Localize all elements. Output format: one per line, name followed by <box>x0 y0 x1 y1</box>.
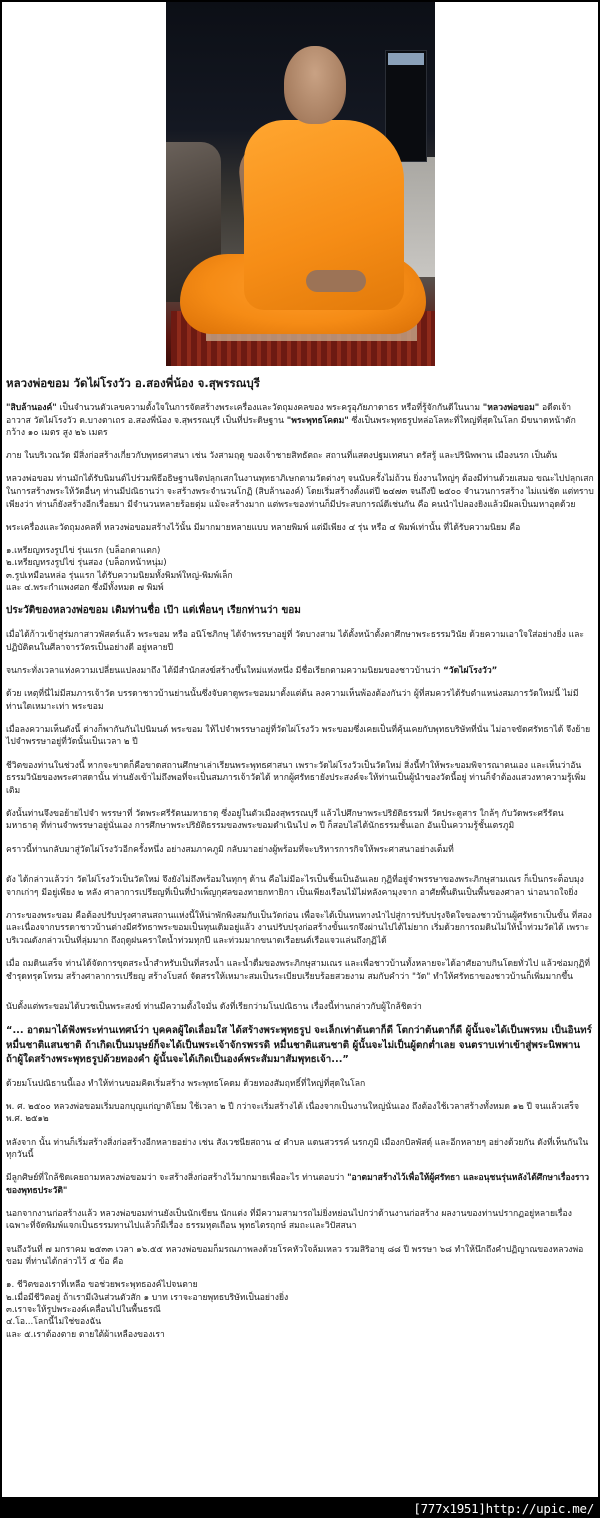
document-page <box>2 2 598 1497</box>
paragraph-construction: เมื่อ ถมดินเสร็จ ท่านได้จัดการขุดสระน้ำสำหรับเป็นที่สรงน้ำ และน้ำดื่มของพระภิกษุสามเณร และเพื่อชาวบ้านทั้งหลายจะได้อาศัยอาบกินโดยทั่วไป แล้วซ่อมกุฏิที่ชำรุดทรุดโทรม สร้างศาลาการเปรียญ สร้างโบสถ์ จัดสรรให้เหมาะสมเป็นระเบียบเรียบร้อยสวยงาม สมกับคำว่า "วัด" ทำให้ศรัทธาของชาวบ้านก็เพิ่มมากขึ้น <box>6 959 590 982</box>
paragraph-passing: จนถึงวันที่ ๗ มกราคม ๒๕๓๓ เวลา ๑๖.๕๕ หลวงพ่อขอมก็มรณภาพลงด้วยโรคหัวใจล้มเหลว รวมสิริอายุ ๘๘ ปี พรรษา ๖๘ ทำให้นึกถึงคำปฏิญาณของหลวงพ่อขอม ที่ท่านได้กล่าวไว้ ๕ ข้อ คือ <box>6 1244 584 1268</box>
list-item: และ ๔.พระกำแพงศอก ซึ่งมีทั้งหมด ๗ พิมพ์ <box>6 582 164 593</box>
highlight-ten-million: "สิบล้านองค์" <box>6 403 57 413</box>
paragraph-later-works: หลังจาก นั้น ท่านก็เริ่มสร้างสิ่งก่อสร้างอีกหลายอย่าง เช่น สังเวชนียสถาน ๔ ตำบล แดนสวรรค์ นรกภูมิ เมืองกบิลพัสดุ์ และอีกหลายๆ อย่างด้วยกัน ดังที่เห็นกันในทุกวันนี้ <box>6 1137 589 1161</box>
paragraph-study: ดังนั้นท่านจึงขอย้ายไปจำ พรรษาที่ วัดพระศรีรัตนมหาธาตุ ซึ่งอยู่ในตัวเมืองสุพรรณบุรี แล้วไปศึกษาพระปริยัติธรรมที่ วัดประตูสาร ใกล้ๆ กับวัดพระศรีรัตนมหาธาตุ ที่ท่านจำพรรษาอยู่นั่นเอง การศึกษาพระปริยัติธรรมของพระขอมดำเนินไป ๓ ปี ก็สอบไล่ได้นักธรรมชั้นเอก อันเป็นความรู้ชั้นเตรภูมิ <box>6 808 564 832</box>
paragraph-renovation: ภาระของพระขอม คือต้องปรับปรุงศาสนสถานแห่งนี้ให้น่าพักพิงสมกับเป็นวัดก่อน เพื่อจะได้เป็นหนทางนำไปสู่การปรับปรุงจิตใจของชาวบ้านผู้ศรัทธาเป็นขั้น ที่สอง และเนื่องจากบรรดาชาวบ้านต่างมีศรัทธาพระขอมเป็นทุนเดิมอยู่แล้ว งานปรับปรุงก่อสร้างขั้นแรกจึงผ่านไปได้ไม่ยาก เริ่มด้วยการถมดินไม่ให้น้ำท่วมวัดได้ เพราะบริเวณดังกล่าวเป็นที่ลุ่มมาก ถึงฤดูฝนคราใดน้ำท่วมทุกปี และท่วมมากขนาดเรือยนต์เรือแจวแล่นถึงกุฏิได้ <box>6 910 592 946</box>
paragraph-return: คราวนี้ท่านกลับมาสู่วัดไผ่โรงวัวอีกครั้งหนึ่ง อย่างสมภาคภูมิ กลับมาอย่างผู้พร้อมที่จะบริหารการกิจให้พระศาสนาอย่างเต็มที่ <box>6 844 454 855</box>
paragraph-intro: "สิบล้านองค์" เป็นจำนวนตัวเลขความตั้งใจในการจัดสร้างพระเครื่องและวัตถุมงคลของ พระครูอุภัยภาดาธร หรือที่รู้จักกันดีในนาม "หลวงพ่อขอม" อดีตเจ้าอาวาส วัดไผ่โรงวัว ต.บางตาเถร อ.สองพี่น้อง จ.สุพรรณบุรี เป็นที่ประดิษฐาน "พระพุทธโคดม" ซึ่งเป็นพระพุทธรูปหล่อโลหะที่ใหญ่ที่สุดในโลก มีขนาดหน้าตักกว้าง ๑๐ เมตร สูง ๒๖ เมตร <box>6 403 576 439</box>
image-host-watermark: [777x1951]http://upic.me/ <box>413 1501 594 1516</box>
paragraph-timeline: พ. ศ. ๒๕๐๐ หลวงพ่อขอมเริ่มบอกบุญแก่ญาติโยม ใช้เวลา ๒ ปี กว่าจะเริ่มสร้างได้ เนื่องจากเป็นงานใหญ่นั่นเอง ถึงต้องใช้เวลาสร้างทั้งหมด ๑๒ ปี จนแล้วเสร็จ พ.ศ. ๒๕๑๒ <box>6 1101 580 1125</box>
highlight-wat-phai-rong-wua: “วัดไผ่โรงวัว” <box>443 666 498 677</box>
highlight-purpose-quote: "อาตมาสร้างไว้เพื่อให้ผู้ศรัทธา และอนุชนรุ่นหลังได้ศึกษาเรื่องราวของพุทธประวัติ" <box>6 1173 590 1196</box>
paragraph-purpose: มีลูกศิษย์ที่ใกล้ชิดเคยถามหลวงพ่อขอมว่า จะสร้างสิ่งก่อสร้างไว้มากมายเพื่ออะไร ท่านตอบว่า "อาตมาสร้างไว้เพื่อให้ผู้ศรัทธา และอนุชนรุ่นหลังได้ศึกษาเรื่องราวของพุทธประวัติ" <box>6 1173 590 1196</box>
popular-amulets-list <box>6 545 594 595</box>
list-item: ๒.เมื่อมีชีวิตอยู่ ถ้าเรามีเงินส่วนตัวสัก ๑ บาท เราจะอายพุทธบริษัทเป็นอย่างยิ่ง <box>6 1292 289 1303</box>
list-item: ๓.รูปเหมือนหล่อ รุ่นแรก ได้รับความนิยมทั้งพิมพ์ใหญ่-พิมพ์เล็ก <box>6 570 233 581</box>
list-item: ๓.เราจะให้รูปพระองค์เคลื่อนไปในพื้นธรณี <box>6 1305 161 1316</box>
paragraph-consecration: หลวงพ่อขอม ท่านมักได้รับนิมนต์ไปร่วมพิธีอธิษฐานจิตปลุกเสกในงานพุทธาภิเษกตามวัดต่างๆ จนนับครั้งไม่ถ้วน ยิ่งงานใหญ่ๆ ต้องมีท่านด้วยเสมอ ขณะไปปลุกเสกในการสร้างพระให้วัดอื่นๆ ท่านมีปณิธานว่า จะสร้างพระจำนวนโกฏิ (สิบล้านองค์) โดยเริ่มสร้างตั้งแต่ปี ๒๔๗๓ จนถึงปี ๒๕๐๐ จำนวนการสร้าง ไม่แน่ชัด แต่ทราบเพียงว่า ท่านก็ยังสร้างอีกเรื่อยมา มีจำนวนหลายร้อยตุ่ม แม้จะสร้างมาก แต่พระของท่านก็มีประสบการณ์ดีเช่นกัน คือ คนนำไปลองยิงแล้วมีผลเป็นมหาอุดด้วย <box>6 474 594 510</box>
list-item: และ ๕.เราต้องตาย ตายใต้ผ้าเหลืองของเรา <box>6 1329 165 1340</box>
photo-head <box>284 46 346 124</box>
list-item: ๔.โอ...โลกนี้ไม่ใช่ของฉัน <box>6 1317 102 1328</box>
paragraph-resolution: นับตั้งแต่พระขอมได้บวชเป็นพระสงฆ์ ท่านมีความตั้งใจมั่น ดังที่เรียกว่ามโนปณิธาน เรื่องนี้ท่านกล่าวกับผู้ใกล้ชิดว่า <box>6 1002 422 1013</box>
quote-teaching: “... อาตมาได้ฟังพระท่านเทศน์ว่า บุคคลผู้ใดเลื่อมใส ได้สร้างพระพุทธรูป จะเล็กเท่าต้นตาก็ดี โตกว่าต้นตาก็ดี ผู้นั้นจะได้เป็นพรหม เป็นอินทร์ หมื่นชาติแสนชาติ ถ้าเกิดเป็นมนุษย์ก็จะได้เป็นพระเจ้าจักรพรรดิ หมื่นชาติแสนชาติ ผู้นั้นจะไม่เป็นผู้ตกต่ำเลย จนตราบเท่าเข้าสู่พระนิพพาน ถ้าผู้ใดสร้างพระพุทธรูปด้วยทองคำ ผู้นั้นจะได้เกิดเป็นองค์พระสัมมาสัมพุทธเจ้า...” <box>6 1025 592 1065</box>
paragraph-writings: นอกจากงานก่อสร้างแล้ว หลวงพ่อขอมท่านยังเป็นนักเขียน นักแต่ง ที่มีความสามารถไม่ยิ่งหย่อนไปกว่าด้านงานก่อสร้าง ผลงานของท่านปรากฏอยู่หลายเรื่อง เฉพาะที่จัดพิมพ์แจกเป็นธรรมทานไปแล้วก็มีเรื่อง ธรรมหุตเถือน พุทธไตรฤกษ์ สมถะและวิปัสสนา <box>6 1208 572 1232</box>
photo-hands <box>306 270 366 292</box>
highlight-phra-buddha-khodom: "พระพุทธโคดม" <box>286 415 349 426</box>
highlight-luang-por-khom: "หลวงพ่อขอม" <box>482 403 540 413</box>
list-item: ๒.เหรียญทรงรูปไข่ รุ่นสอง (บล็อกหน้าหนุ่ม) <box>6 558 167 569</box>
monk-portrait-photo <box>166 2 435 366</box>
paragraph-buddha-statue: ด้วยมโนปณิธานนี้เอง ทำให้ท่านขอมคิดเริ่มสร้าง พระพุทธโคดม ด้วยทองสัมฤทธิ์ที่ใหญ่ที่สุดในโลก <box>6 1078 366 1089</box>
paragraph-abbot-selection: ด้วย เหตุที่นี่ไม่มีสมภารเจ้าวัด บรรดาชาวบ้านย่านนั้นซึ่งจับตาดูพระขอมมาตั้งแต่ต้น ลงความเห็นพ้องต้องกันว่า ผู้ที่สมควรได้รับตำแหน่งสมภารวัดใหม่นี้ ไม่มีท่านใดเหมาะเท่า พระขอม <box>6 689 579 712</box>
paragraph-study-need: ชีวิตของท่านในช่วงนี้ หากจะขาดก็คือขาดสถานศึกษาเล่าเรียนพระพุทธศาสนา เพราะวัดไผ่โรงวัวเป็นวัดใหม่ สิ่งนี้ทำให้พระขอมพิจารณาตนเอง และเห็นว่าอันธรรมวินัยของพระศาสดานั้น ท่านยังเข้าไม่ถึงพอที่จะเป็นสมภารเจ้าวัดได้ หากผู้ศรัทธายังประสงค์จะให้ท่านเป็นผู้นำของวัดนี้อยู่ ท่านก็จำต้องแสวงหาความรู้เพิ่มเติม <box>6 760 586 796</box>
paragraph-temple-grounds: ภาย ในบริเวณวัด มีสิ่งก่อสร้างเกี่ยวกับพุทธศาสนา เช่น วังสามฤดู ของเจ้าชายสิทธัตถะ สถานที่แสดงปฐมเทศนา ตรัสรู้ และปรินิพพาน เมืองนรก เป็นต้น <box>6 451 558 462</box>
paragraph-new-temple: จนกระทั่งเวลาแห่งความเปลี่ยนแปลงมาถึง ได้มีสำนักสงฆ์สร้างขึ้นใหม่แห่งหนึ่ง มีชื่อเรียกตามความนิยมของชาวบ้านว่า “วัดไผ่โรงวัว” <box>6 666 498 677</box>
vows-list <box>6 1279 594 1341</box>
history-heading: ประวัติของหลวงพ่อขอม เดิมท่านชื่อ เป๊า แต่เพื่อนๆ เรียกท่านว่า ขอม <box>6 605 301 617</box>
paragraph-amulets: พระเครื่องและวัตถุมงคลที่ หลวงพ่อขอมสร้างไว้นั้น มีมากมายหลายแบบ หลายพิมพ์ แต่มีเพียง ๔ รุ่น หรือ ๔ พิมพ์เท่านั้น ที่ได้รับความนิยม คือ <box>6 522 521 533</box>
paragraph-temple-condition: ดัง ได้กล่าวแล้วว่า วัดไผ่โรงวัวเป็นวัดใหม่ จึงยังไม่ถึงพร้อมในทุกๆ ด้าน คือไม่มีอะไรเป็นชิ้นเป็นอันเลย กุฏิที่อยู่จำพรรษาของพระภิกษุสามเณร ก็เป็นกระต็อบมุงจากเก่าๆ มีอยู่เพียง ๒ หลัง ศาลาการเปรียญที่เป็นที่บำเพ็ญกุศลของทายกทายิกา เป็นเพียงเรือนไม้ไผ่หลังคามุงจาก อาศัยพื้นดินเป็นพื้นของศาลา น่าอนาถใจยิ่ง <box>6 875 584 898</box>
article-title: หลวงพ่อขอม วัดไผ่โรงวัว อ.สองพี่น้อง จ.สุพรรณบุรี <box>6 376 260 390</box>
paragraph-invitation: เมื่อลงความเห็นดังนี้ ต่างก็พากันกันไปนิมนต์ พระขอม ให้ไปจำพรรษาอยู่ที่วัดไผ่โรงวัว พระขอมซึ่งเคยเป็นที่คุ้นเคยกับพุทธบริษัทที่นั่น ไม่อาจขัดศรัทธาได้ จึงย้ายไปจำพรรษาอยู่ที่วัดนั้นเป็นเวลา ๒ ปี <box>6 724 591 748</box>
list-item: ๑.เหรียญทรงรูปไข่ รุ่นแรก (บล็อกตาแตก) <box>6 545 161 556</box>
paragraph-ordination: เมื่อได้ก้าวเข้าสู่ร่มกาสาวพัสตร์แล้ว พระขอม หรือ อนิโชภิกษุ ได้จำพรรษาอยู่ที่ วัดบางสาม ได้ตั้งหน้าตั้งตาศึกษาพระธรรมวินัย ด้วยความเอาใจใส่อย่างยิ่ง และปฏิบัติตนในศีลาจารวัตรเป็นอย่างดี อยู่หลายปี <box>6 630 585 653</box>
list-item: ๑. ชีวิตของเราที่เหลือ ขอช่วยพระพุทธองค์ไปจนตาย <box>6 1280 198 1291</box>
article-body <box>6 376 594 1351</box>
